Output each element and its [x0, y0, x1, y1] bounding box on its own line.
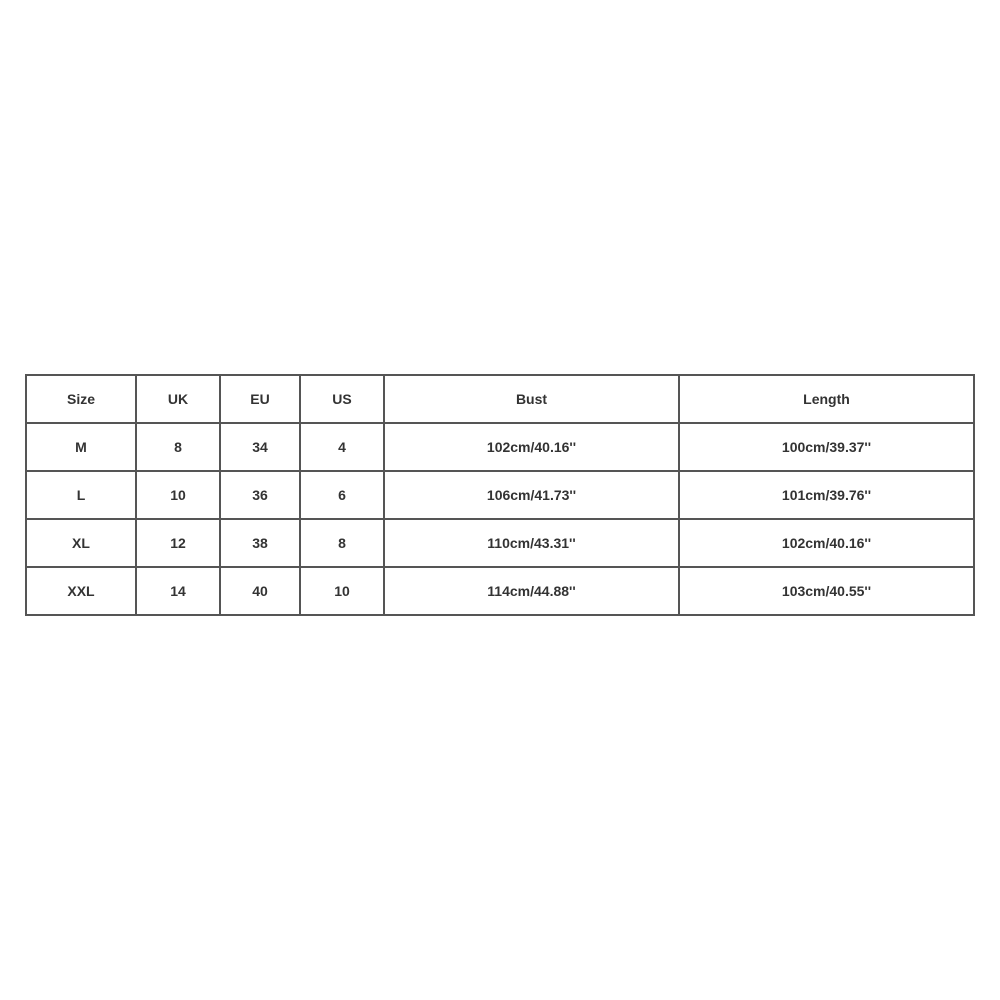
- cell-length: 103cm/40.55'': [679, 567, 974, 615]
- cell-length: 100cm/39.37'': [679, 423, 974, 471]
- header-length: Length: [679, 375, 974, 423]
- cell-uk: 8: [136, 423, 220, 471]
- table-row: [26, 423, 974, 471]
- cell-bust: 102cm/40.16'': [384, 423, 679, 471]
- header-uk: UK: [136, 375, 220, 423]
- table-row: [26, 567, 974, 615]
- cell-us: 8: [300, 519, 384, 567]
- cell-eu: 34: [220, 423, 300, 471]
- cell-eu: 40: [220, 567, 300, 615]
- cell-bust: 110cm/43.31'': [384, 519, 679, 567]
- cell-length: 102cm/40.16'': [679, 519, 974, 567]
- table-row: [26, 471, 974, 519]
- header-eu: EU: [220, 375, 300, 423]
- cell-size: XL: [26, 519, 136, 567]
- cell-us: 4: [300, 423, 384, 471]
- header-bust: Bust: [384, 375, 679, 423]
- cell-bust: 106cm/41.73'': [384, 471, 679, 519]
- size-chart-table: [25, 374, 975, 616]
- cell-size: M: [26, 423, 136, 471]
- cell-bust: 114cm/44.88'': [384, 567, 679, 615]
- cell-size: L: [26, 471, 136, 519]
- header-us: US: [300, 375, 384, 423]
- header-size: Size: [26, 375, 136, 423]
- cell-uk: 10: [136, 471, 220, 519]
- cell-us: 6: [300, 471, 384, 519]
- cell-uk: 14: [136, 567, 220, 615]
- table-row: [26, 519, 974, 567]
- cell-size: XXL: [26, 567, 136, 615]
- cell-us: 10: [300, 567, 384, 615]
- cell-eu: 38: [220, 519, 300, 567]
- cell-eu: 36: [220, 471, 300, 519]
- table-header-row: [26, 375, 974, 423]
- cell-uk: 12: [136, 519, 220, 567]
- cell-length: 101cm/39.76'': [679, 471, 974, 519]
